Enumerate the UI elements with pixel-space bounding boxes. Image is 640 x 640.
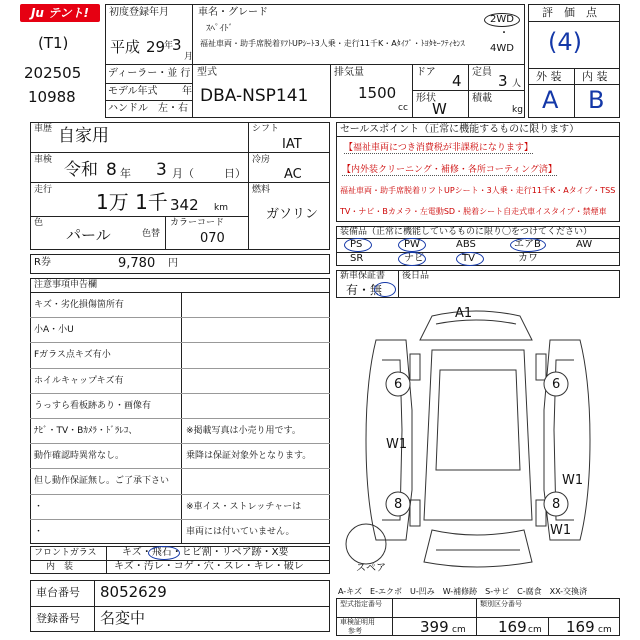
registration-number: 名変中 — [100, 609, 146, 627]
front-glass-label: フロントガラス — [34, 548, 97, 558]
inspection-year: 8 — [106, 160, 117, 180]
damage-mark: W1 — [562, 473, 584, 488]
note-left: キズ・劣化損傷箇所有 — [34, 300, 124, 310]
note-right: ※掲載写真は小売り用です。 — [186, 426, 301, 436]
recycle-fee-frame — [30, 254, 330, 274]
load-label: 積載 — [472, 93, 492, 104]
body-shape: W — [432, 100, 447, 118]
drive-2wd: 2WD — [490, 14, 514, 25]
auction-logo: Ju テント! — [20, 4, 100, 22]
inspection-month: 3 — [156, 160, 167, 180]
note-right: ※車イス・ストレッチャーは — [186, 501, 302, 512]
displacement-label: 排気量 — [334, 67, 364, 78]
chassis-number: 8052629 — [100, 583, 167, 601]
inspection-era: 令和 — [64, 160, 98, 180]
inspection-month-unit: 月（ — [172, 167, 194, 180]
exterior-grade: A — [542, 86, 559, 114]
usage-value: 自家用 — [58, 126, 109, 146]
note-left: Fガラス点キズ有小 — [34, 350, 111, 361]
warranty-value: 有・無 — [346, 283, 383, 297]
damage-mark: W1 — [550, 523, 572, 538]
lane-code: (T1) — [38, 34, 69, 52]
note-left: うっすら看板跡あり・画像有 — [34, 400, 152, 411]
lot-id-box — [18, 24, 102, 120]
category-number-label: 類別区分番号 — [480, 600, 522, 608]
capacity-unit: 人 — [512, 79, 522, 89]
interior-grade-label: 内 装 — [582, 70, 608, 83]
car-model: ｽﾍﾟｲﾄﾞ — [206, 24, 234, 34]
notes-title: 注意事項申告欄 — [34, 280, 98, 290]
equip-navi: ナビ — [404, 253, 424, 264]
color-code-label: カラーコード — [170, 218, 225, 228]
spare-tire-label: スペア — [356, 563, 386, 574]
damage-legend: A-キズ E-エクボ U-凹み W-補修跡 S-サビ C-腐食 XX-交換済 — [338, 587, 588, 596]
shift-value: IAT — [282, 137, 302, 152]
displacement-unit: cc — [398, 103, 408, 113]
damage-mark: W1 — [386, 437, 408, 452]
inspection-day-unit: 日） — [224, 167, 246, 180]
later-items-label: 後日品 — [402, 271, 430, 281]
sales-point-line: 【福祉車両につき消費税が非課税になります】 — [344, 143, 533, 153]
lot-number: 10988 — [28, 88, 76, 106]
model-year-unit: 年 — [182, 86, 192, 97]
equip-airbag: エアB — [514, 239, 541, 250]
car-name-label: 車名・グレード — [198, 7, 268, 18]
model-type: DBA-NSP141 — [200, 86, 309, 106]
door-count: 4 — [452, 72, 462, 90]
mileage-sub: 342 — [170, 196, 199, 214]
registration-year: 29 — [146, 38, 166, 56]
recycle-fee-unit: 円 — [168, 258, 178, 269]
note-right: 車両には付いていません。 — [186, 526, 295, 537]
model-year-label: モデル年式 — [108, 86, 158, 97]
equip-ps: PS — [350, 239, 363, 250]
sales-point-line: 【内外装クリーニング・補修・各所コーティング済】 — [342, 165, 557, 175]
aircon-label: 冷房 — [252, 155, 271, 165]
fuel-label: 燃料 — [252, 185, 271, 195]
mileage-unit: km — [214, 203, 228, 213]
equip-leather: カワ — [518, 253, 538, 264]
color-change-label: 色替 — [142, 229, 161, 239]
height: 169 — [566, 618, 595, 636]
height-unit: cm — [598, 625, 612, 635]
type-designation-label: 型式指定番号 — [340, 600, 382, 608]
note-left: ・ — [34, 526, 44, 537]
interior-grade: B — [588, 86, 605, 114]
drive-4wd: 4WD — [490, 43, 514, 54]
recycle-fee: 9,780 — [118, 256, 156, 271]
note-left: ﾅﾋﾞ・TV・Bｶﾒﾗ・ﾄﾞﾗﾚｺ、 — [34, 426, 138, 436]
length-unit: cm — [452, 625, 466, 635]
aircon-value: AC — [284, 167, 302, 182]
note-left: ホイルキャップキズ有 — [34, 375, 124, 386]
registration-number-label: 登録番号 — [36, 612, 80, 625]
note-left: ・ — [34, 501, 44, 512]
overall-grade: (4) — [548, 28, 582, 56]
note-left: 但し動作保証無し。ご了承下さい — [34, 476, 170, 487]
inspection-year-unit: 年 — [120, 167, 131, 180]
sales-point-line: TV・ナビ・Bカメラ・左電動SD・脱着シート自走式車イスタイプ・禁煙車 — [340, 207, 607, 216]
damage-mark: A1 — [455, 306, 473, 321]
damage-mark: 6 — [394, 377, 403, 392]
recycle-fee-label: R券 — [34, 257, 51, 268]
inspection-label: 車検 — [34, 155, 53, 165]
note-right: 乗降は保証対象外となります。 — [186, 451, 312, 462]
chassis-label: 車台番号 — [36, 586, 80, 599]
auction-date: 202505 — [24, 64, 82, 82]
registration-era: 平成 — [110, 38, 141, 56]
damage-mark: 8 — [552, 497, 561, 512]
equipment-title: 装備品（正常に機能しているものに限り〇をつけてください） — [340, 227, 593, 237]
equip-pw: PW — [404, 239, 420, 250]
registration-month-unit: 月 — [184, 52, 194, 62]
car-grade: 福祉車両・助手席脱着ﾘﾌﾄUPｼｰﾄ3人乗・走行11千K・Aﾀｲﾌﾟ・ﾄﾖﾀｾｰﾌﾃｨｾﾝｽ — [200, 39, 465, 48]
damage-mark: 6 — [552, 377, 561, 392]
shift-label: シフト — [252, 124, 280, 134]
fuel-value: ガソリン — [266, 207, 319, 222]
equip-tv: TV — [462, 253, 475, 264]
equip-sr: SR — [350, 253, 364, 264]
interior-label: 内 装 — [46, 562, 74, 572]
front-glass-value: キズ・飛石・ヒビ割・リペア跡・X要 — [122, 547, 289, 558]
mileage-value: 1万 1千 — [96, 190, 168, 214]
note-left: 小A・小U — [34, 325, 74, 336]
capacity: 3 — [498, 72, 508, 90]
door-label: ドア — [416, 67, 436, 78]
drive-separator: ・ — [499, 28, 509, 39]
color-label: 色 — [34, 218, 44, 228]
sales-point-title: セールスポイント（正常に機能するものに限ります） — [340, 124, 580, 135]
load-unit: kg — [512, 105, 523, 115]
width: 169 — [498, 618, 527, 636]
interior-value: キズ・汚レ・コゲ・穴・スレ・キレ・破レ — [114, 561, 304, 572]
capacity-label: 定員 — [472, 67, 492, 78]
shape-label: 形状 — [416, 93, 436, 104]
registration-year-unit: 年 — [164, 41, 174, 51]
mileage-label: 走行 — [34, 185, 53, 195]
reference-label: 参考 — [348, 627, 362, 635]
exterior-grade-label: 外 装 — [536, 70, 562, 83]
equip-aw: AW — [576, 239, 593, 250]
width-unit: cm — [528, 625, 542, 635]
color-value: パール — [66, 226, 111, 244]
equip-abs: ABS — [456, 239, 476, 250]
dealer-label: ディーラー・並 行 — [108, 68, 191, 79]
type-label: 型式 — [197, 67, 217, 78]
warranty-label: 新車保証書 — [340, 271, 386, 281]
damage-mark: 8 — [394, 497, 403, 512]
note-left: 動作確認時異常なし。 — [34, 451, 125, 462]
registration-month: 3 — [172, 36, 182, 54]
grade-title: 評 価 点 — [542, 6, 597, 19]
certificate-label: 車検証明用 — [340, 618, 375, 626]
first-registration-label: 初度登録年月 — [109, 7, 169, 18]
displacement: 1500 — [358, 84, 397, 102]
damage-diagram — [336, 300, 620, 584]
length: 399 — [420, 618, 449, 636]
handle-label: ハンドル 左・右 — [108, 103, 188, 114]
color-code: 070 — [200, 231, 225, 246]
sales-point-line: 福祉車両・助手席脱着リフトUPシート・3人乗・走行11千K・Aタイプ・TSS — [340, 186, 616, 195]
usage-label: 車歴 — [34, 124, 53, 134]
